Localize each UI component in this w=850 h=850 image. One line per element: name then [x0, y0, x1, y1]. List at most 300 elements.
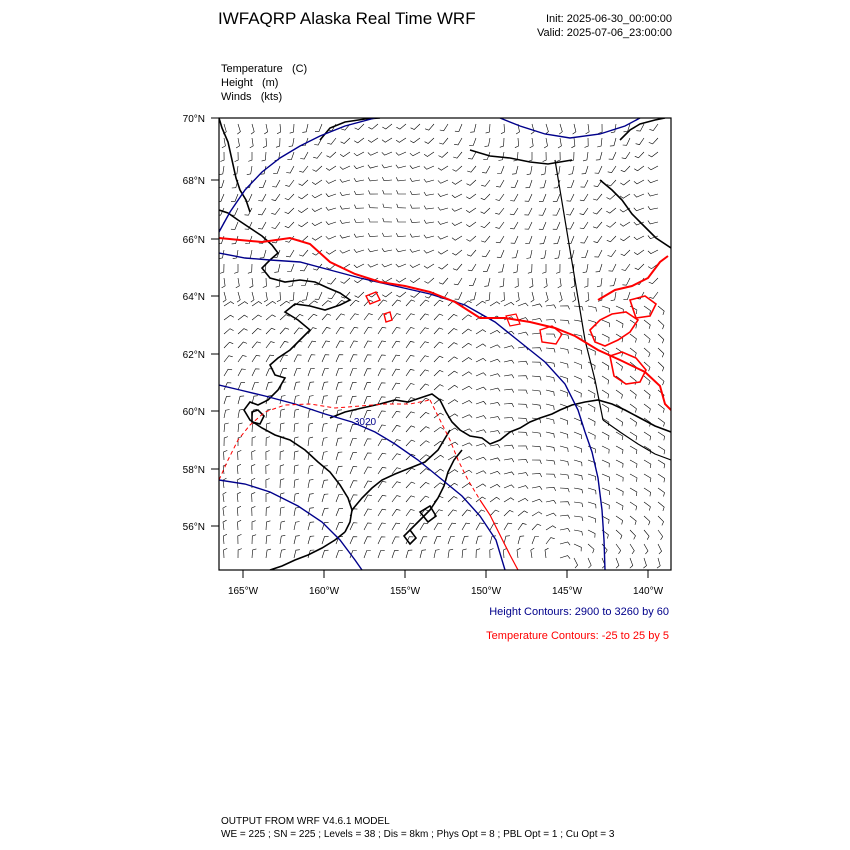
- wind-barb: [468, 152, 476, 159]
- wind-barb: [560, 515, 570, 519]
- wind-barb: [326, 207, 336, 210]
- wind-barb: [238, 302, 248, 306]
- wind-barb: [630, 446, 637, 454]
- wind-barb: [308, 437, 313, 446]
- wind-barb: [540, 236, 546, 244]
- wind-barb: [420, 550, 426, 558]
- wind-barb: [263, 138, 267, 148]
- lon-label: 145°W: [551, 586, 583, 597]
- wind-barb: [438, 166, 448, 170]
- wind-barb: [326, 221, 336, 224]
- wind-barb: [504, 536, 510, 544]
- wind-barb: [392, 537, 399, 544]
- wind-barb: [434, 314, 443, 320]
- wind-barb: [518, 511, 528, 516]
- wind-barb: [238, 315, 248, 320]
- wind-barb: [469, 278, 476, 285]
- wind-barb: [658, 362, 664, 371]
- wind-barb: [224, 437, 228, 446]
- wind-barb: [558, 138, 561, 148]
- wind-barb: [406, 496, 415, 502]
- wind-barb: [481, 208, 490, 214]
- wind-barb: [462, 457, 472, 460]
- wind-barb: [364, 439, 371, 446]
- wind-barb: [308, 382, 314, 390]
- wind-barb: [410, 278, 420, 283]
- wind-barb: [217, 194, 224, 201]
- wind-barb: [223, 492, 226, 502]
- wind-barb: [355, 124, 364, 130]
- wind-barb: [510, 194, 518, 201]
- wind-barb: [326, 166, 336, 170]
- wind-barb: [288, 278, 294, 287]
- wind-barb: [500, 278, 504, 287]
- wind-barb: [434, 469, 444, 474]
- wind-barb: [252, 342, 261, 348]
- wind-barb: [341, 138, 350, 144]
- wind-barb: [406, 440, 415, 446]
- wind-barb: [396, 165, 406, 168]
- wind-barb: [580, 236, 588, 243]
- wind-barb: [595, 166, 602, 173]
- lat-label: 58°N: [182, 465, 205, 476]
- wind-barb: [518, 459, 528, 463]
- wind-barb: [497, 166, 504, 174]
- wind-barb: [350, 355, 357, 362]
- wind-barb: [364, 495, 372, 502]
- wind-barb: [298, 194, 308, 199]
- wind-barb: [560, 488, 569, 492]
- wind-barb: [598, 124, 602, 134]
- wind-barb: [224, 302, 234, 306]
- wind-barb: [327, 278, 336, 284]
- wind-barb: [350, 341, 358, 348]
- wind-barb: [340, 152, 350, 157]
- wind-barb: [224, 396, 231, 404]
- wind-barb: [364, 341, 372, 348]
- wind-barb: [470, 292, 476, 300]
- wind-barb: [644, 474, 651, 482]
- wind-barb: [392, 327, 400, 334]
- wind-barb: [448, 400, 458, 404]
- wind-barb: [466, 236, 476, 241]
- wind-barb: [529, 278, 533, 288]
- wind-barb: [299, 250, 308, 256]
- wind-barb: [336, 382, 342, 390]
- wind-barb: [252, 369, 260, 376]
- wind-barb: [462, 372, 472, 376]
- wind-barb: [593, 222, 602, 228]
- wind-barb: [498, 264, 504, 272]
- wind-barb: [539, 222, 546, 229]
- wind-barb: [518, 361, 528, 365]
- wind-barb: [308, 522, 314, 530]
- wind-barb: [588, 418, 595, 426]
- wind-barb: [528, 152, 532, 161]
- lon-label: 160°W: [308, 586, 340, 597]
- wind-barb: [220, 264, 224, 273]
- wind-barb: [608, 166, 616, 173]
- wind-barb: [364, 537, 371, 544]
- wind-barb: [448, 385, 458, 390]
- wind-barb: [588, 488, 596, 494]
- wind-barb: [607, 236, 616, 242]
- wind-barb: [336, 368, 343, 376]
- wind-barb: [532, 404, 541, 409]
- wind-barb: [560, 432, 568, 438]
- wind-barb: [532, 537, 539, 545]
- wind-barb: [396, 124, 406, 129]
- wind-barb: [438, 193, 448, 196]
- wind-barb: [322, 536, 329, 544]
- wind-barb: [545, 548, 549, 558]
- wind-barb: [476, 444, 486, 447]
- wind-barb: [490, 388, 500, 391]
- wind-barb: [658, 432, 665, 440]
- wind-barb: [397, 218, 406, 222]
- wind-barb: [553, 194, 560, 201]
- wind-barb: [378, 467, 386, 474]
- wind-barb: [658, 334, 664, 343]
- wind-barb: [608, 250, 617, 257]
- wind-barb: [658, 488, 665, 497]
- wind-barb: [643, 558, 646, 568]
- wind-barb: [294, 451, 299, 460]
- wind-barb: [644, 376, 650, 385]
- wind-barb: [392, 369, 400, 376]
- wind-barb: [484, 278, 490, 286]
- wind-barb: [541, 250, 546, 259]
- wind-barb: [634, 166, 644, 171]
- wind-barb: [326, 180, 336, 183]
- wind-barb: [350, 327, 358, 334]
- wind-barb: [438, 264, 448, 269]
- wind-barb: [476, 484, 486, 488]
- wind-barb: [368, 177, 378, 181]
- wind-barb: [583, 152, 588, 161]
- wind-barb: [424, 220, 434, 223]
- wind-barb: [657, 558, 660, 568]
- wind-barb: [476, 401, 486, 404]
- wind-barb: [571, 278, 575, 288]
- wind-barb: [504, 485, 514, 488]
- wind-barb: [354, 166, 364, 169]
- wind-barb: [616, 390, 623, 399]
- wind-barb: [574, 558, 578, 568]
- wind-barb: [277, 124, 281, 134]
- wind-barb: [635, 264, 644, 270]
- wind-barb: [616, 362, 623, 371]
- wind-barb: [588, 404, 595, 412]
- wind-barb: [560, 320, 569, 324]
- wind-barb: [350, 438, 357, 446]
- wind-barb: [322, 355, 329, 362]
- wind-barb: [382, 138, 392, 142]
- wind-barb: [266, 465, 270, 475]
- wind-barb: [336, 452, 342, 460]
- wind-barb: [434, 455, 444, 460]
- wind-barb: [294, 507, 299, 516]
- wind-barb: [466, 222, 476, 227]
- wind-barb: [258, 222, 266, 229]
- wind-barb: [251, 124, 254, 134]
- wind-barb: [364, 383, 371, 390]
- wind-barb: [410, 138, 420, 143]
- wind-barb: [602, 474, 609, 481]
- wind-barb: [658, 306, 664, 315]
- wind-barb: [224, 369, 232, 376]
- wind-barb: [648, 250, 658, 254]
- wind-barb: [448, 329, 457, 335]
- wind-barb: [382, 233, 392, 237]
- wind-barb: [483, 264, 490, 271]
- wind-barb: [518, 498, 528, 502]
- wind-barb: [238, 409, 243, 418]
- wind-barb: [289, 138, 294, 147]
- wind-barb: [658, 530, 663, 540]
- wind-barb: [369, 218, 378, 222]
- wind-barb: [223, 506, 227, 516]
- wind-barb: [266, 301, 276, 306]
- wind-barb: [383, 218, 392, 222]
- wind-barb: [378, 537, 385, 544]
- wind-barb: [518, 486, 528, 489]
- wind-barb: [396, 177, 406, 181]
- wind-barb: [594, 236, 603, 243]
- wind-barb: [466, 208, 476, 213]
- wind-barb: [252, 328, 261, 334]
- wind-barb: [424, 179, 434, 182]
- wind-barb: [586, 124, 590, 134]
- wind-barb: [588, 502, 596, 508]
- wind-barb: [644, 530, 649, 540]
- wind-barb: [594, 250, 602, 257]
- wind-barb: [466, 194, 476, 199]
- wind-barb: [272, 180, 280, 187]
- wind-barb: [490, 345, 500, 348]
- valid-time: Valid: 2025-07-06_23:00:00: [537, 27, 672, 39]
- wind-barb: [350, 523, 357, 530]
- wind-barb: [350, 453, 357, 460]
- wind-barb: [607, 194, 617, 199]
- wind-barb: [237, 464, 241, 474]
- wind-barb: [340, 250, 350, 253]
- wind-barb: [340, 206, 350, 210]
- wind-barb: [313, 152, 322, 158]
- wind-barb: [572, 292, 575, 302]
- wind-barb: [546, 526, 556, 530]
- wind-barb: [518, 536, 524, 544]
- wind-barb: [237, 506, 241, 516]
- wind-barb: [518, 376, 528, 380]
- wind-barb: [238, 534, 242, 544]
- wind-barb: [312, 222, 322, 226]
- wind-barb: [364, 453, 372, 460]
- wind-barb: [448, 371, 458, 376]
- wind-barb: [525, 222, 532, 229]
- wind-barb: [438, 250, 448, 254]
- field-height: Height (m): [221, 77, 279, 89]
- wind-barb: [420, 469, 430, 474]
- wind-barb: [322, 423, 328, 432]
- wind-barb: [247, 166, 252, 175]
- wind-barb: [336, 396, 342, 404]
- wind-barb: [272, 194, 281, 201]
- wind-barb: [294, 396, 300, 405]
- wind-barb: [298, 208, 308, 213]
- wind-barb: [434, 328, 443, 334]
- wind-barb: [248, 152, 252, 161]
- wind-barb: [266, 315, 276, 320]
- wind-barb: [406, 426, 415, 432]
- wind-barb: [574, 530, 583, 536]
- wind-barb: [322, 368, 329, 376]
- wind-barb: [364, 551, 371, 559]
- wind-barb: [219, 166, 224, 175]
- wind-barb: [424, 235, 434, 238]
- wind-barb: [434, 342, 443, 348]
- wind-barb: [648, 221, 658, 224]
- wind-barb: [596, 264, 602, 272]
- wind-barb: [280, 328, 289, 334]
- wind-barb: [410, 191, 420, 195]
- wind-barb: [644, 544, 648, 554]
- wind-barb: [410, 219, 420, 223]
- wind-barb: [252, 382, 259, 390]
- wind-barb: [336, 438, 342, 446]
- wind-barb: [406, 412, 415, 418]
- wind-barb: [294, 328, 303, 334]
- wind-barb: [513, 264, 518, 273]
- wind-barb: [476, 471, 486, 474]
- wind-barb: [609, 152, 616, 159]
- wind-barb: [424, 192, 434, 195]
- lat-label: 70°N: [182, 114, 205, 125]
- lat-label: 68°N: [182, 176, 205, 187]
- wind-barb: [308, 355, 315, 362]
- wind-barb: [574, 460, 582, 466]
- wind-barb: [532, 524, 541, 530]
- wind-barb: [532, 512, 542, 516]
- wind-barb: [532, 304, 542, 307]
- wind-barb: [616, 544, 621, 554]
- wind-barb: [500, 138, 504, 147]
- wind-barb: [532, 499, 542, 502]
- lat-label: 62°N: [182, 350, 205, 361]
- wind-barb: [236, 278, 240, 288]
- lon-label: 165°W: [227, 586, 259, 597]
- wind-barb: [476, 387, 486, 390]
- wind-barb: [532, 432, 541, 437]
- wind-barb: [439, 152, 449, 157]
- wind-barb: [490, 471, 500, 474]
- wind-barb: [574, 502, 583, 507]
- wind-barb: [495, 222, 504, 228]
- wind-barb: [285, 180, 294, 186]
- wind-barb: [630, 460, 637, 468]
- wind-barb: [434, 356, 443, 362]
- wind-barb: [264, 292, 267, 302]
- wind-barb: [434, 385, 444, 390]
- wind-barb: [252, 315, 262, 320]
- wind-barb: [322, 494, 328, 502]
- wind-barb: [368, 264, 378, 267]
- wind-barb: [252, 464, 256, 474]
- wind-barb: [294, 536, 300, 544]
- wind-barb: [602, 320, 609, 327]
- wind-barb: [453, 264, 462, 270]
- contour-label-3020: 3020: [353, 417, 377, 428]
- wind-barb: [462, 443, 472, 446]
- wind-barb: [525, 194, 532, 201]
- height-contour-legend: Height Contours: 2900 to 3260 by 60: [489, 606, 669, 618]
- wind-barb: [322, 550, 329, 558]
- wind-barb: [553, 208, 560, 215]
- wind-barb: [546, 418, 554, 424]
- wind-barb: [396, 138, 406, 142]
- wind-barb: [476, 344, 486, 348]
- wind-barb: [545, 292, 548, 302]
- wind-barb: [252, 506, 256, 516]
- wind-barb: [302, 124, 308, 132]
- wind-barb: [602, 334, 609, 342]
- wind-barb: [308, 479, 313, 488]
- wind-barb: [490, 302, 500, 306]
- wind-barb: [280, 301, 290, 306]
- wind-barb: [571, 138, 575, 148]
- wind-barb: [448, 497, 457, 503]
- wind-barb: [294, 493, 299, 502]
- wind-barb: [294, 423, 299, 432]
- wind-barb: [280, 409, 285, 418]
- wind-barb: [378, 550, 385, 558]
- wind-barb: [644, 432, 651, 440]
- wind-barb: [312, 208, 322, 212]
- wind-barb: [322, 452, 328, 461]
- wind-barb: [504, 360, 514, 363]
- wind-barb: [406, 300, 415, 306]
- wind-barb: [420, 427, 430, 432]
- wind-barb: [532, 486, 542, 489]
- wind-barb: [490, 549, 494, 559]
- wind-barb: [410, 264, 420, 268]
- wind-barb: [574, 362, 581, 369]
- wind-barb: [434, 523, 442, 530]
- wind-barb: [354, 219, 364, 223]
- wind-barb: [567, 180, 574, 188]
- wind-barb: [224, 356, 233, 362]
- wind-barb: [238, 369, 246, 376]
- wind-barb: [233, 250, 238, 259]
- wind-barb: [462, 549, 467, 558]
- wind-barb: [350, 300, 359, 306]
- wind-barb: [378, 523, 386, 530]
- wind-barb: [597, 138, 602, 147]
- wind-barb: [452, 222, 462, 226]
- wind-barb: [308, 494, 314, 502]
- wind-barb: [308, 409, 313, 418]
- wind-barb: [294, 465, 299, 474]
- wind-barb: [406, 369, 414, 376]
- wind-barb: [308, 465, 313, 474]
- wind-barb: [462, 358, 472, 363]
- wind-barb: [501, 124, 505, 134]
- wind-barb: [350, 495, 357, 502]
- wind-barb: [382, 248, 392, 251]
- wind-barb: [396, 292, 406, 297]
- wind-barb: [410, 205, 420, 209]
- wind-barb: [580, 222, 588, 229]
